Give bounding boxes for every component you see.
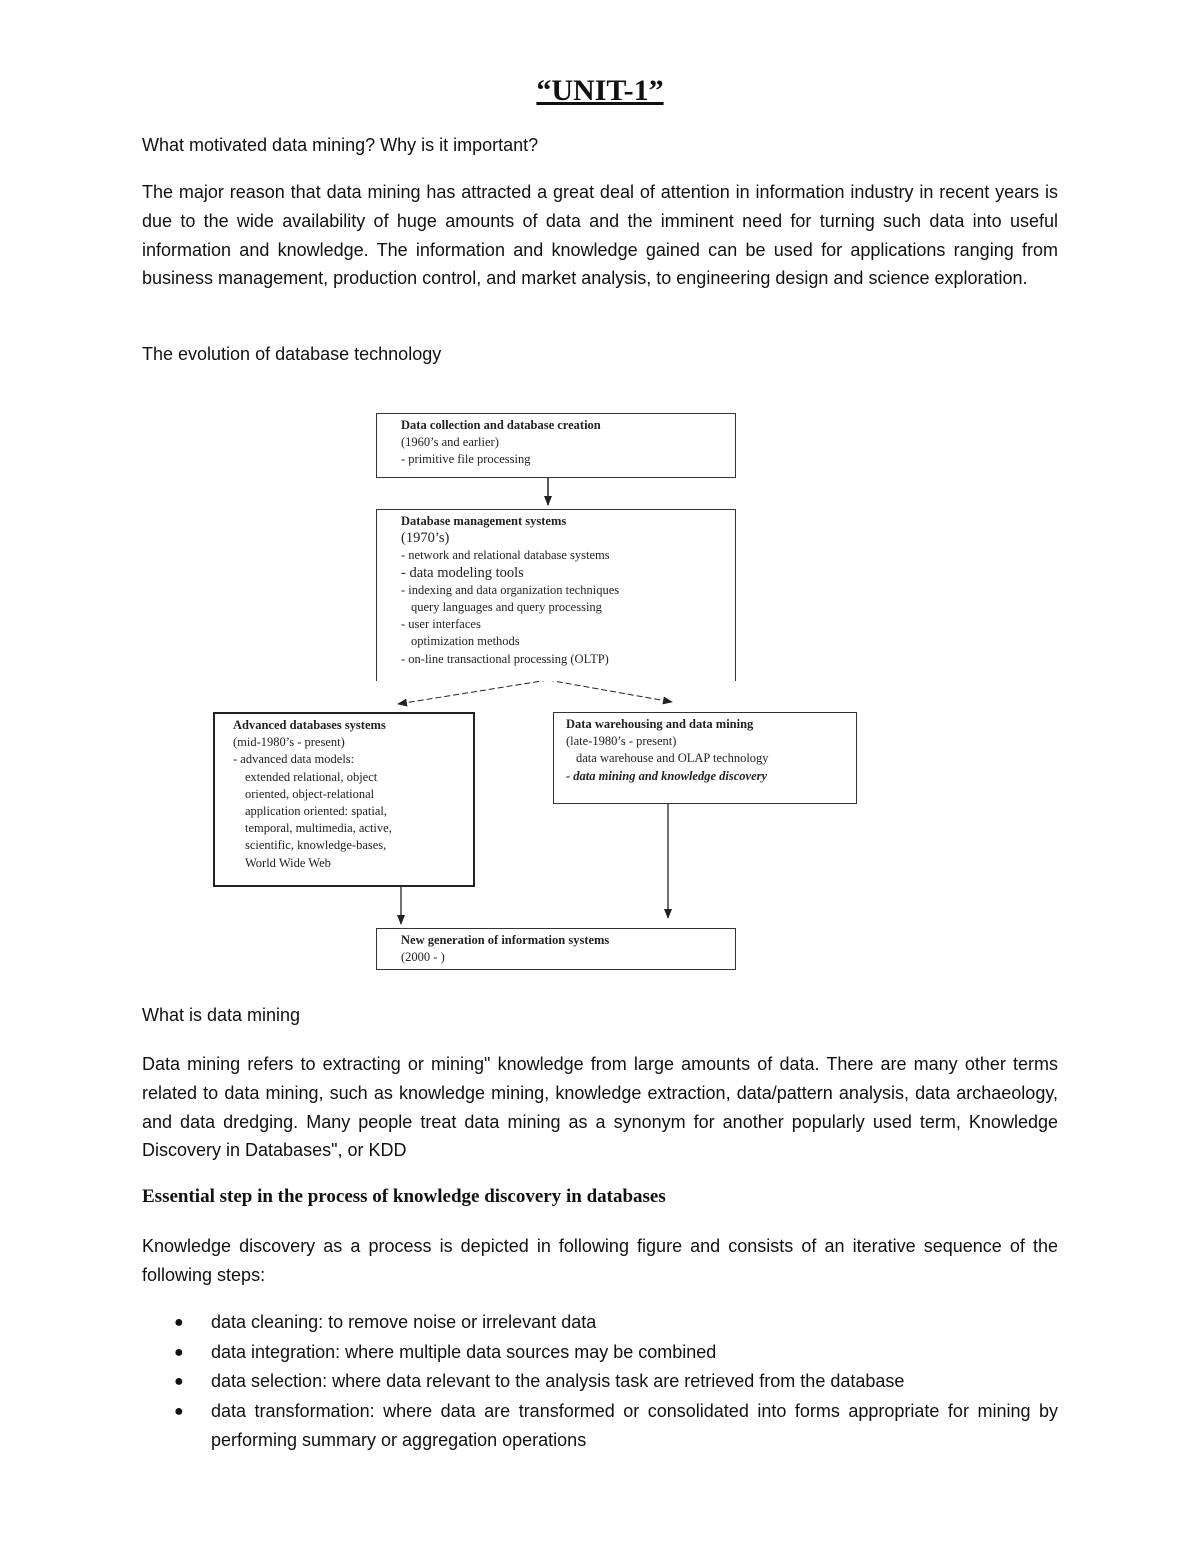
box5-title: New generation of information systems <box>401 933 610 947</box>
bullet-icon: ● <box>174 1373 184 1390</box>
step-text: data transformation: where data are transformed or consolidated into forms appropriate for mining by performing summary or aggregation operations <box>211 1400 1058 1450</box>
list-item <box>142 1338 1058 1368</box>
box-new-generation <box>376 928 736 970</box>
evolution-heading: The evolution of database technology <box>142 344 442 364</box>
question-what-is-data-mining: What is data mining <box>142 1005 301 1025</box>
box4-line: (late-1980’s - present) <box>566 734 677 749</box>
box3-line: application oriented: spatial, <box>245 804 387 819</box>
box2-line: - data modeling tools <box>401 564 524 581</box>
box2-line: - indexing and data organization techniques <box>401 582 620 597</box>
step-text: data selection: where data relevant to the analysis task are retrieved from the database <box>211 1371 905 1391</box>
paragraph-data-mining-definition: Data mining refers to extracting or mining" knowledge from large amounts of data. There are many other terms related to data mining, such as knowledge mining, knowledge extraction, data/pattern analysis, data archaeology, and data dredging. Many people treat data mining as a synonym for another popularly used term, Knowledge Discovery in Databases", or KDD <box>142 1054 1058 1161</box>
list-item <box>142 1367 1058 1397</box>
box3-title: Advanced databases systems <box>233 718 386 732</box>
page-title: “UNIT-1” <box>536 74 664 107</box>
paragraph-motivation: The major reason that data mining has attracted a great deal of attention in information industry in recent years is due to the wide availability of huge amounts of data and the imminent need for turning such data into useful information and knowledge. The information and knowledge gained can be used for applications ranging from business management, production control, and market analysis, to engineering design and science exploration. <box>142 182 1058 289</box>
box3-line: - advanced data models: <box>233 752 355 767</box>
bullet-icon: ● <box>174 1402 184 1420</box>
box3-line: oriented, object-relational <box>245 786 375 801</box>
box4-line: - data mining and knowledge discovery <box>566 768 768 783</box>
box-data-warehousing <box>553 712 857 804</box>
box1-title: Data collection and database creation <box>401 418 601 432</box>
box2-line: - network and relational database systems <box>401 548 610 563</box>
paragraph-knowledge-discovery: Knowledge discovery as a process is depicted in following figure and consists of an iterative sequence of the following steps: <box>142 1236 1058 1285</box>
box2-line: (1970’s) <box>401 530 450 547</box>
box2-line: query languages and query processing <box>411 600 602 615</box>
kdd-steps-list <box>142 1308 1058 1456</box>
box2-line: - user interfaces <box>401 617 481 632</box>
box2-line: optimization methods <box>411 634 520 649</box>
box3-line: World Wide Web <box>245 855 331 870</box>
box-dbms <box>376 509 736 681</box>
box1-line: (1960’s and earlier) <box>401 435 499 450</box>
arrow-box2-to-box4 <box>548 680 672 702</box>
box2-line: - on-line transactional processing (OLTP) <box>401 651 609 666</box>
list-item <box>142 1397 1058 1456</box>
box2-title: Database management systems <box>401 514 567 528</box>
box-data-collection <box>376 413 736 478</box>
box3-line: scientific, knowledge-bases, <box>245 838 387 853</box>
box-advanced-databases <box>213 712 475 887</box>
box1-line: - primitive file processing <box>401 452 531 467</box>
arrow-box2-to-box3 <box>398 680 548 704</box>
box3-line: extended relational, object <box>245 769 378 784</box>
step-text: data cleaning: to remove noise or irrelevant data <box>211 1312 597 1332</box>
box3-line: (mid-1980’s - present) <box>233 735 345 750</box>
box4-title: Data warehousing and data mining <box>566 717 754 731</box>
list-item <box>142 1308 1058 1338</box>
box4-line: data warehouse and OLAP technology <box>576 751 769 766</box>
step-text: data integration: where multiple data sources may be combined <box>211 1341 717 1362</box>
bullet-icon: ● <box>174 1343 184 1361</box>
bullet-icon: ● <box>174 1314 184 1331</box>
box5-line: (2000 - ) <box>401 950 445 965</box>
question-motivation: What motivated data mining? Why is it important? <box>142 135 539 155</box>
box3-line: temporal, multimedia, active, <box>245 821 392 836</box>
essential-steps-heading: Essential step in the process of knowledge discovery in databases <box>142 1186 666 1207</box>
